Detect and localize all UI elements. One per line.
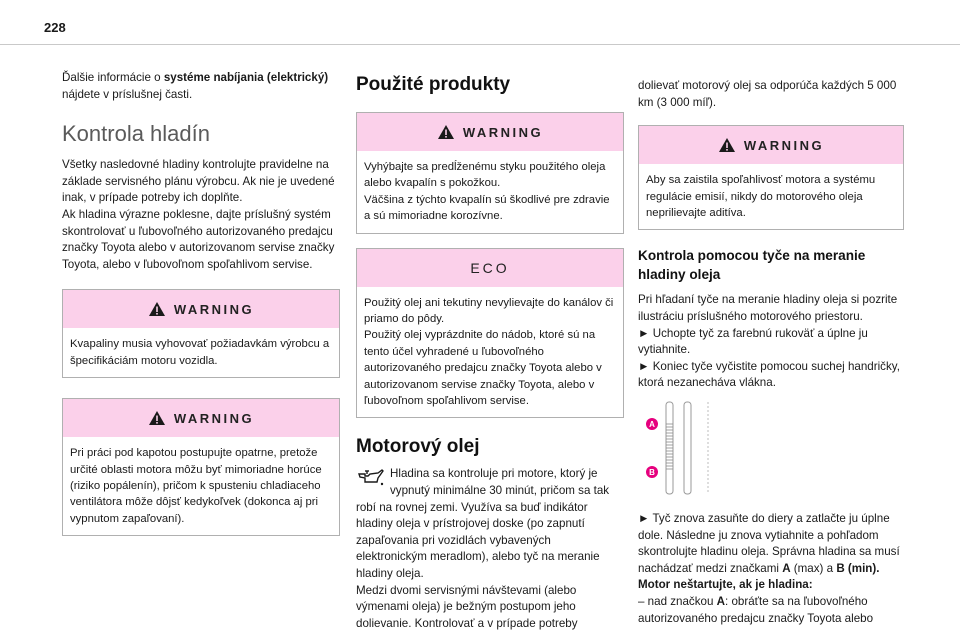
column-3 bbox=[638, 70, 904, 627]
warning-text: Pri práci pod kapotou postupujte opatrne, pretože určité oblasti motora môžu byť mimoriadne horúce (riziko popálenín), pričom k spusteniu chladiaceho ventilátora môže dôjsť kedykoľvek (dokonca aj pri vypnutom zapaľovaní). bbox=[70, 447, 322, 525]
dash-text-end: : obráťte sa na ľubovoľného autorizovaného predajcu značky Toyota alebo bbox=[638, 594, 874, 625]
intro-paragraph bbox=[62, 70, 340, 103]
eco-title: ECO bbox=[470, 259, 510, 276]
warning-icon bbox=[148, 301, 166, 317]
engine-oil-paragraph bbox=[356, 466, 624, 632]
section-heading-products: Použité produkty bbox=[356, 74, 511, 95]
no-start-warning: Motor neštartujte, ak je hladina: bbox=[638, 578, 813, 592]
mark-a-label bbox=[646, 418, 658, 430]
warning-icon bbox=[148, 410, 166, 426]
warning-title: WARNING bbox=[462, 124, 544, 140]
svg-text:B: B bbox=[649, 467, 655, 477]
eco-text: Použitý olej ani tekutiny nevylievajte do kanálov či priamo do pôdy. Použitý olej vyprázdnite do nádob, ktoré sú na tento účel vyhradené u ľubovoľného autorizovaného predajcu značky Toyota alebo v autorizovanom servise značky Toyota, alebo v ľubovoľnom spoľahlivom servise. bbox=[364, 296, 614, 408]
eco-header bbox=[357, 249, 623, 287]
levels-body: Všetky nasledovné hladiny kontrolujte pravidelne na základe servisného plánu výrobcu. Ak nie je uvedené inak, v prípade potreby ich doplňte. Ak hladina výrazne poklesne, dajte príslušný systém skontrolovať u ľubovoľného autorizovaného predajcu značky Toyota alebo v autorizovanom servise značky Toyota, alebo v ľubovoľnom spoľahlivom servise. bbox=[62, 158, 335, 271]
warning-header bbox=[63, 290, 339, 328]
warning-header bbox=[639, 126, 903, 164]
above-mark-text bbox=[638, 594, 904, 627]
mark-b-label bbox=[646, 466, 658, 478]
mark-a-ref: A bbox=[716, 594, 726, 608]
warning-icon bbox=[718, 137, 736, 153]
check-text: ► Tyč znova zasuňte do diery a zatlačte ju úplne dole. Následne ju znova vytiahnite a pohľadom skontrolujte hladinu oleja. Správna hladina sa musí nachádzať medzi značkami bbox=[638, 511, 900, 575]
svg-text:A: A bbox=[649, 419, 655, 429]
dash-text: – nad značkou bbox=[638, 594, 717, 608]
oil-can-icon bbox=[356, 468, 384, 486]
intro-text: Ďalšie informácie o bbox=[62, 71, 164, 84]
intro-text-end: nájdete v príslušnej časti. bbox=[62, 87, 193, 101]
section-heading-engine-oil: Motorový olej bbox=[356, 436, 480, 458]
warning-box-additives bbox=[638, 125, 904, 230]
warning-icon bbox=[437, 124, 455, 140]
intro-link-text: systéme nabíjania (elektrický) bbox=[163, 71, 329, 84]
page-number: 228 bbox=[44, 20, 66, 35]
mark-b-ref: B (min). bbox=[836, 561, 880, 575]
header-divider bbox=[0, 44, 960, 45]
warning-title: WARNING bbox=[173, 301, 255, 317]
warning-box-fluids bbox=[62, 289, 340, 378]
warning-text: Aby sa zaistila spoľahlivosť motora a systému regulácie emisií, nikdy do motorového oleja neprilievajte aditíva. bbox=[646, 174, 876, 219]
warning-text: Vyhýbajte sa predĺženému styku použitého oleja alebo kvapalín s pokožkou. Väčšina z týchto kvapalín sú škodlivé pre zdravie a sú mimoriadne korozívne. bbox=[364, 161, 610, 223]
section-heading-dipstick: Kontrola pomocou tyče na meranie hladiny oleja bbox=[638, 248, 866, 283]
dipstick-instructions: Pri hľadaní tyče na meranie hladiny oleja si pozrite ilustráciu príslušného motorového priestoru. ► Uchopte tyč za farebnú rukoväť a úplne ju vytiahnite. ► Koniec tyče vyčistite pomocou suchej handričky, ktorá nezanecháva vlákna. bbox=[638, 293, 900, 390]
warning-title: WARNING bbox=[743, 137, 825, 153]
mark-a-ref: A bbox=[782, 561, 791, 575]
warning-title: WARNING bbox=[173, 410, 255, 426]
warning-header bbox=[63, 399, 339, 437]
dipstick-check-text bbox=[638, 511, 904, 577]
eco-box bbox=[356, 248, 624, 419]
engine-oil-text: Hladina sa kontroluje pri motore, ktorý je vypnutý minimálne 30 minút, pričom sa tak robí na rovnej zemi. Využíva sa buď indikátor hladiny oleja v prístrojovej doske (po zapnutí zapaľovania pri vozidlách vybavených elektronickým meradlom), alebo tyč na meranie hladiny oleja. Medzi dvomi servisnými návštevami (alebo výmenami oleja) je bežným postupom jeho dolievanie. Kontrolovať a v prípade potreby bbox=[356, 467, 610, 630]
warning-header bbox=[357, 113, 623, 151]
warning-text: Kvapaliny musia vyhovovať požiadavkám výrobcu a špecifikáciám motoru vozidla. bbox=[70, 338, 330, 367]
section-heading-levels: Kontrola hladín bbox=[62, 121, 210, 147]
oil-topup-text: dolievať motorový olej sa odporúča každých 5 000 km (3 000 míľ). bbox=[638, 79, 897, 109]
max-text: (max) a bbox=[790, 561, 837, 575]
dipstick-illustration bbox=[644, 400, 724, 496]
warning-box-hot-engine bbox=[62, 398, 340, 536]
warning-box-skin-contact bbox=[356, 112, 624, 234]
dipstick-rods bbox=[666, 402, 708, 494]
column-1 bbox=[62, 70, 340, 536]
column-2 bbox=[356, 70, 624, 632]
